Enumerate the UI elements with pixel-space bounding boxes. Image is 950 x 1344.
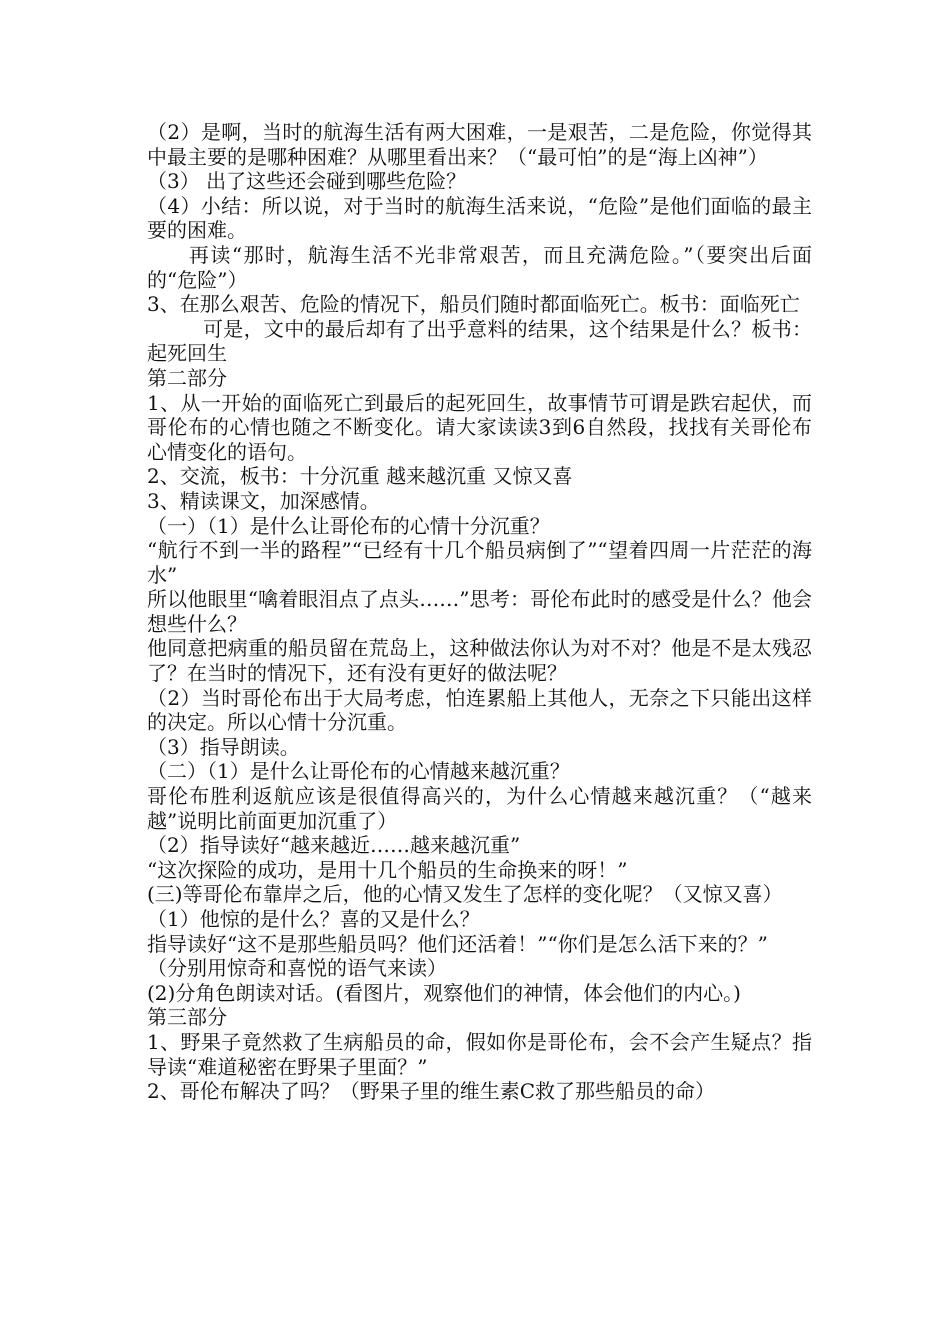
paragraph: 3、在那么艰苦、危险的情况下，船员们随时都面临死亡。板书：面临死亡 <box>147 292 800 317</box>
paragraph: 1、从一开始的面临死亡到最后的起死回生，故事情节可谓是跌宕起伏，而哥伦布的心情也随之不断变化。请大家读读3到6自然段，找找有关哥伦布心情变化的语句。 <box>147 390 812 464</box>
paragraph: （2）是啊，当时的航海生活有两大困难，一是艰苦，二是危险，你觉得其中最主要的是哪种困难？从哪里看出来？（“最可怕”的是“海上凶神”） <box>147 120 812 169</box>
paragraph: 哥伦布胜利返航应该是很值得高兴的，为什么心情越来越沉重？（“越来越”说明比前面更加沉重了） <box>147 784 812 833</box>
document-page <box>147 120 812 1104</box>
paragraph: （1）他惊的是什么？喜的又是什么？ <box>147 907 480 931</box>
section-heading: 第二部分 <box>147 365 227 390</box>
paragraph: 2、哥伦布解决了吗？（野果子里的维生素C救了那些船员的命） <box>147 1079 716 1104</box>
section-heading: 第三部分 <box>147 1005 227 1030</box>
paragraph: （3） 出了这些还会碰到哪些危险？ <box>147 169 467 194</box>
paragraph: （一）（1）是什么让哥伦布的心情十分沉重？ <box>147 513 550 538</box>
paragraph: 3、精读课文，加深感情。 <box>147 488 380 513</box>
paragraph: 2、交流，板书：十分沉重 越来越沉重 又惊又喜 <box>147 464 573 489</box>
paragraph: 1、野果子竟然救了生病船员的命，假如你是哥伦布，会不会产生疑点？指导读“难道秘密在野果子里面？” <box>147 1029 812 1079</box>
paragraph: 指导读好“这不是那些船员吗？他们还活着！”“你们是怎么活下来的？” <box>147 931 768 956</box>
paragraph: （分别用惊奇和喜悦的语气来读） <box>147 956 447 981</box>
paragraph: (2)分角色朗读对话。(看图片，观察他们的神情，体会他们的内心。) <box>147 980 741 1005</box>
paragraph: 再读“那时，航海生活不光非常艰苦，而且充满危险。”（要突出后面的“危险”） <box>147 242 812 292</box>
paragraph: （2）当时哥伦布出于大局考虑，怕连累船上其他人，无奈之下只能出这样的决定。所以心情十分沉重。 <box>147 685 812 735</box>
paragraph: （3）指导朗读。 <box>147 734 300 759</box>
paragraph: “这次探险的成功，是用十几个船员的生命换来的呀！” <box>147 857 628 882</box>
paragraph: （二）（1）是什么让哥伦布的心情越来越沉重？ <box>147 759 570 784</box>
paragraph: 所以他眼里“噙着眼泪点了点头……”思考：哥伦布此时的感受是什么？他会想些什么？ <box>147 587 812 636</box>
paragraph: 他同意把病重的船员留在荒岛上，这种做法你认为对不对？他是不是太残忍了？在当时的情况下，还有没有更好的做法呢？ <box>147 636 812 686</box>
paragraph: (三)等哥伦布靠岸之后，他的心情又发生了怎样的变化呢？（又惊又喜） <box>147 882 783 907</box>
paragraph: （4）小结：所以说，对于当时的航海生活来说，“危险”是他们面临的最主要的困难。 <box>147 193 812 243</box>
paragraph: 可是，文中的最后却有了出乎意料的结果，这个结果是什么？板书：起死回生 <box>147 316 812 366</box>
paragraph: “航行不到一半的路程”“已经有十几个船员病倒了”“望着四周一片茫茫的海水” <box>147 538 812 587</box>
paragraph: （2）指导读好“越来越近……越来越沉重” <box>147 833 521 858</box>
